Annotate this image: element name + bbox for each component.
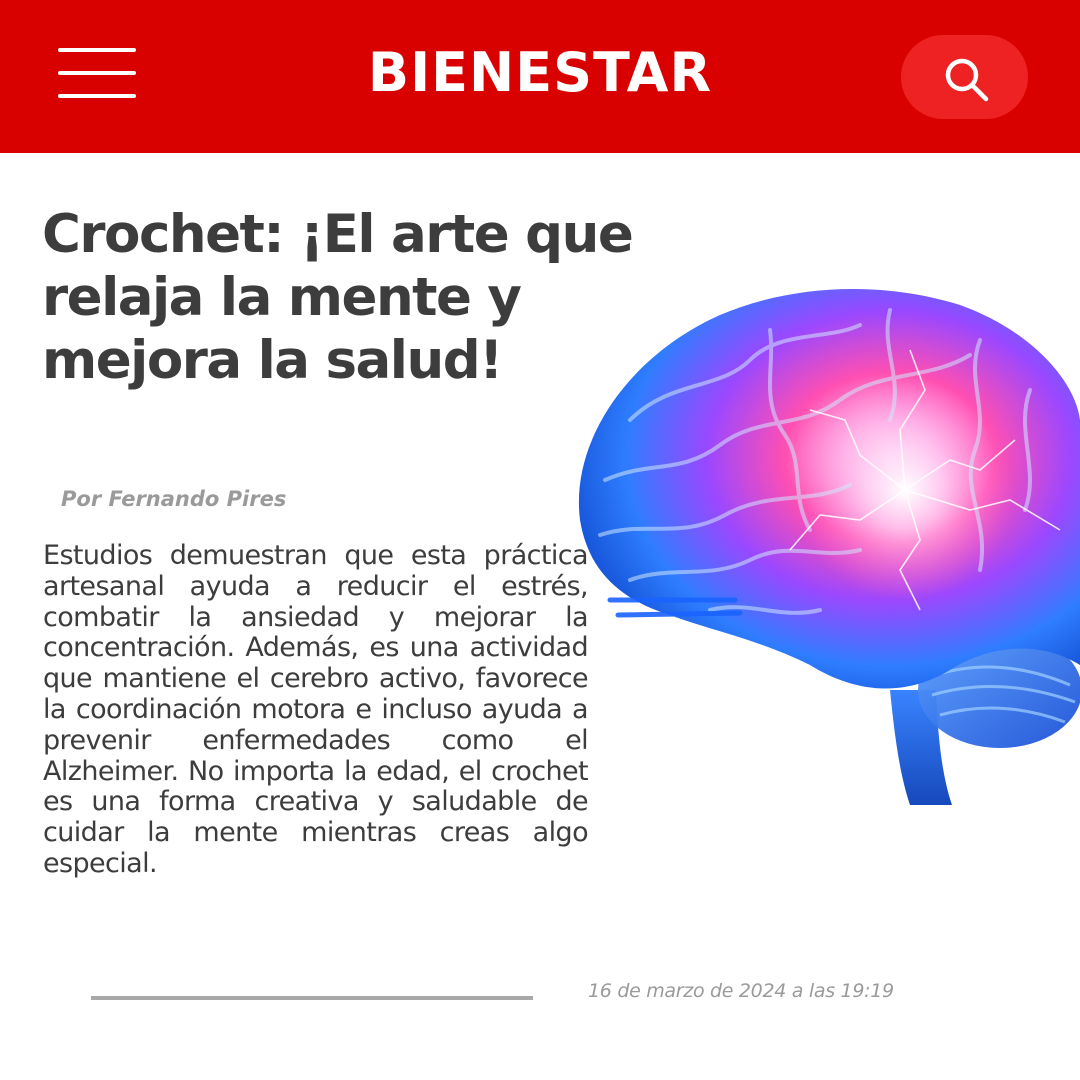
footer-divider (91, 996, 533, 1000)
article-headline: Crochet: ¡El arte que relaja la mente y mejora la salud! (42, 204, 633, 391)
article-byline: Por Fernando Pires (61, 487, 287, 511)
search-icon (942, 55, 990, 103)
site-title[interactable]: BIENESTAR (367, 41, 713, 104)
article-timestamp: 16 de marzo de 2024 a las 19:19 (588, 980, 894, 1002)
search-button[interactable] (901, 35, 1028, 119)
top-bar (0, 0, 1080, 153)
article-body: Estudios demuestran que esta práctica artesanal ayuda a reducir el estrés, combatir la ansiedad y mejorar la concentración. Además, es una actividad que mantiene el cerebro activo, favorece la coordinación motora e incluso ayuda a prevenir enfermedades como el Alzheimer. No importa la edad, el crochet es una forma creativa y saludable de cuidar la mente mientras creas algo especial. (43, 540, 588, 879)
